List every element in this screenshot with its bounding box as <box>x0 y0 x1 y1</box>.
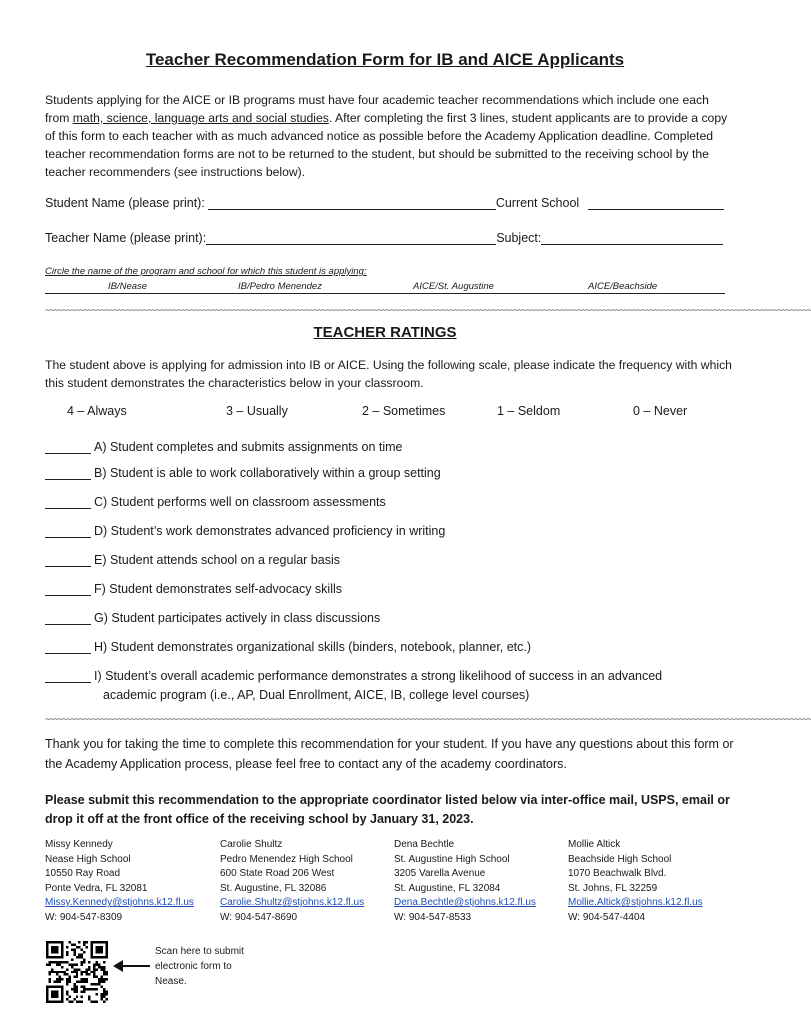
program-ib-nease[interactable]: IB/Nease <box>108 281 148 292</box>
teacher-name-field[interactable] <box>206 231 496 245</box>
rating-text-h: H) Student demonstrates organizational skills (binders, notebook, planner, etc.) <box>94 640 532 654</box>
coordinator-street: 10550 Ray Road <box>45 868 121 879</box>
rating-item-h <box>45 640 531 654</box>
current-school-label: Current School <box>495 196 580 210</box>
rating-item-g <box>45 611 380 625</box>
rating-text-b: B) Student is able to work collaboratively within a group setting <box>94 466 441 480</box>
rating-blank-b[interactable] <box>45 467 91 480</box>
coordinator-pedro-menendez <box>220 838 390 925</box>
coordinator-name: Dena Bechtle <box>394 839 455 850</box>
scale-always: 4 – Always <box>67 404 127 418</box>
rating-blank-i[interactable] <box>45 670 91 683</box>
divider-top: ~~~~~~~~~~~~~~~~~~~~~~~~~~~~~~~~~~~~~~~~~~~~~~~~~~~~~~~~~~~~~~~~~~~~~~~~~~~~~~~~~~~~~~~~~~~~~~~~~~~~~~~~~~~~~~~~~~~~~~~~~~~~~~~~~~~~~~~~~~~~~~~~~~~~~~~~~~~~~~~~~~~~~~~~~~~~~~~~~~~~ <box>45 305 811 315</box>
ratings-heading: TEACHER RATINGS <box>313 324 457 341</box>
divider-bottom: ~~~~~~~~~~~~~~~~~~~~~~~~~~~~~~~~~~~~~~~~~~~~~~~~~~~~~~~~~~~~~~~~~~~~~~~~~~~~~~~~~~~~~~~~~~~~~~~~~~~~~~~~~~~~~~~~~~~~~~~~~~~~~~~~~~~~~~~~~~~~~~~~~~~~~~~~~~~~~~~~~~~~~~~~~~~~~~~~~~~~ <box>45 714 811 724</box>
intro-subjects: math, science, language arts and social studies <box>72 111 329 125</box>
subject-field[interactable] <box>541 231 723 245</box>
coordinator-email-link[interactable]: Missy.Kennedy@stjohns.k12.fl.us <box>45 897 194 908</box>
rating-blank-c[interactable] <box>45 496 91 509</box>
teacher-subject-row <box>45 231 730 245</box>
coordinator-city: St. Johns, FL 32259 <box>568 882 658 894</box>
coordinator-school: Pedro Menendez High School <box>220 853 353 865</box>
scale-never: 0 – Never <box>633 404 688 418</box>
coordinator-beachside <box>568 838 738 925</box>
rating-item-f <box>45 582 342 596</box>
coordinator-st-augustine <box>394 838 564 925</box>
rating-text-f: F) Student demonstrates self-advocacy skills <box>94 582 343 596</box>
scale-usually: 3 – Usually <box>226 404 288 418</box>
coordinator-nease <box>45 838 215 925</box>
rating-blank-f[interactable] <box>45 583 91 596</box>
coordinator-name: Carolie Shultz <box>220 839 283 850</box>
intro-part2: . After completing the first 3 lines, student applicants are to provide a copy of this form to each teacher with as much advanced notice as possible before the Academy Application deadline. Completed teacher recommendation forms are not to be returned to the student, but should be submitted to the receiving school by the teacher recommenders (see instructions below). <box>45 111 728 179</box>
coordinator-school: Beachside High School <box>568 853 672 865</box>
rating-item-d <box>45 524 445 538</box>
rating-blank-a[interactable] <box>45 441 91 454</box>
coordinator-school: Nease High School <box>45 853 131 865</box>
coordinator-city: Ponte Vedra, FL 32081 <box>45 882 148 894</box>
rating-item-b <box>45 466 441 480</box>
qr-code-icon[interactable] <box>46 941 108 1003</box>
student-name-label: Student Name (please print): <box>45 196 205 210</box>
coordinator-email-link[interactable]: Mollie.Altick@stjohns.k12.fl.us <box>568 897 703 908</box>
rating-text-d: D) Student’s work demonstrates advanced proficiency in writing <box>94 524 446 538</box>
student-name-field[interactable] <box>208 196 496 210</box>
scan-instruction: Scan here to submit electronic form to Nease. <box>155 946 244 987</box>
rating-text-a: A) Student completes and submits assignments on time <box>94 440 403 454</box>
rating-blank-e[interactable] <box>45 554 91 567</box>
thank-you-note: Thank you for taking the time to complete this recommendation for your student. If you have any questions about this form or the Academy Application process, please feel free to contact any of the academy coordinators. <box>45 737 734 771</box>
coordinator-street: 3205 Varella Avenue <box>394 868 486 879</box>
ratings-intro: The student above is applying for admission into IB or AICE. Using the following scale, please indicate the frequency with which this student demonstrates the characteristics below in your classroom. <box>45 358 732 390</box>
circle-program-instruction: Circle the name of the program and school for which this student is applying: <box>45 266 367 277</box>
rating-item-c <box>45 495 386 509</box>
arrow-left-icon <box>112 958 152 974</box>
form-title: Teacher Recommendation Form for IB and AICE Applicants <box>145 50 625 69</box>
coordinator-email-link[interactable]: Carolie.Shultz@stjohns.k12.fl.us <box>220 897 365 908</box>
scale-seldom: 1 – Seldom <box>497 404 561 418</box>
coordinator-name: Mollie Altick <box>568 839 621 850</box>
coordinator-phone: W: 904-547-8690 <box>220 911 298 923</box>
coordinator-name: Missy Kennedy <box>45 839 113 850</box>
program-options <box>45 281 725 294</box>
coordinator-phone: W: 904-547-4404 <box>568 911 646 923</box>
rating-blank-d[interactable] <box>45 525 91 538</box>
subject-label: Subject: <box>496 231 542 245</box>
rating-text-i: I) Student’s overall academic performance demonstrates a strong likelihood of success in an advanced <box>94 669 663 683</box>
program-aice-st-augustine[interactable]: AICE/St. Augustine <box>413 281 494 292</box>
rating-item-i-continued: academic program (i.e., AP, Dual Enrollment, AICE, IB, college level courses) <box>103 688 530 702</box>
rating-blank-h[interactable] <box>45 641 91 654</box>
coordinator-phone: W: 904-547-8533 <box>394 911 472 923</box>
program-aice-beachside[interactable]: AICE/Beachside <box>588 281 658 292</box>
current-school-field[interactable] <box>588 196 724 210</box>
rating-item-i <box>45 669 662 683</box>
rating-text-g: G) Student participates actively in class discussions <box>94 611 381 625</box>
intro-paragraph <box>45 91 735 181</box>
coordinator-phone: W: 904-547-8309 <box>45 911 123 923</box>
submission-instructions: Please submit this recommendation to the appropriate coordinator listed below via inter-office mail, USPS, email or drop it off at the front office of the receiving school by January 31, 2023. <box>45 793 730 826</box>
student-school-row <box>45 196 730 210</box>
coordinator-city: St. Augustine, FL 32086 <box>220 882 327 894</box>
coordinator-school: St. Augustine High School <box>394 853 510 865</box>
intro-part1: Students applying for the AICE or IB programs must have four academic teacher recommendations which include one each from <box>45 93 709 125</box>
rating-text-c: C) Student performs well on classroom assessments <box>94 495 386 509</box>
coordinator-email-link[interactable]: Dena.Bechtle@stjohns.k12.fl.us <box>394 897 536 908</box>
scale-sometimes: 2 – Sometimes <box>362 404 446 418</box>
coordinator-street: 1070 Beachwalk Blvd. <box>568 868 667 879</box>
rating-text-e: E) Student attends school on a regular basis <box>94 553 340 567</box>
rating-item-a <box>45 440 402 454</box>
rating-blank-g[interactable] <box>45 612 91 625</box>
rating-item-e <box>45 553 340 567</box>
coordinator-city: St. Augustine, FL 32084 <box>394 882 501 894</box>
program-ib-pedro-menendez[interactable]: IB/Pedro Menendez <box>238 281 322 292</box>
teacher-name-label: Teacher Name (please print): <box>45 231 207 245</box>
coordinator-street: 600 State Road 206 West <box>220 868 335 879</box>
